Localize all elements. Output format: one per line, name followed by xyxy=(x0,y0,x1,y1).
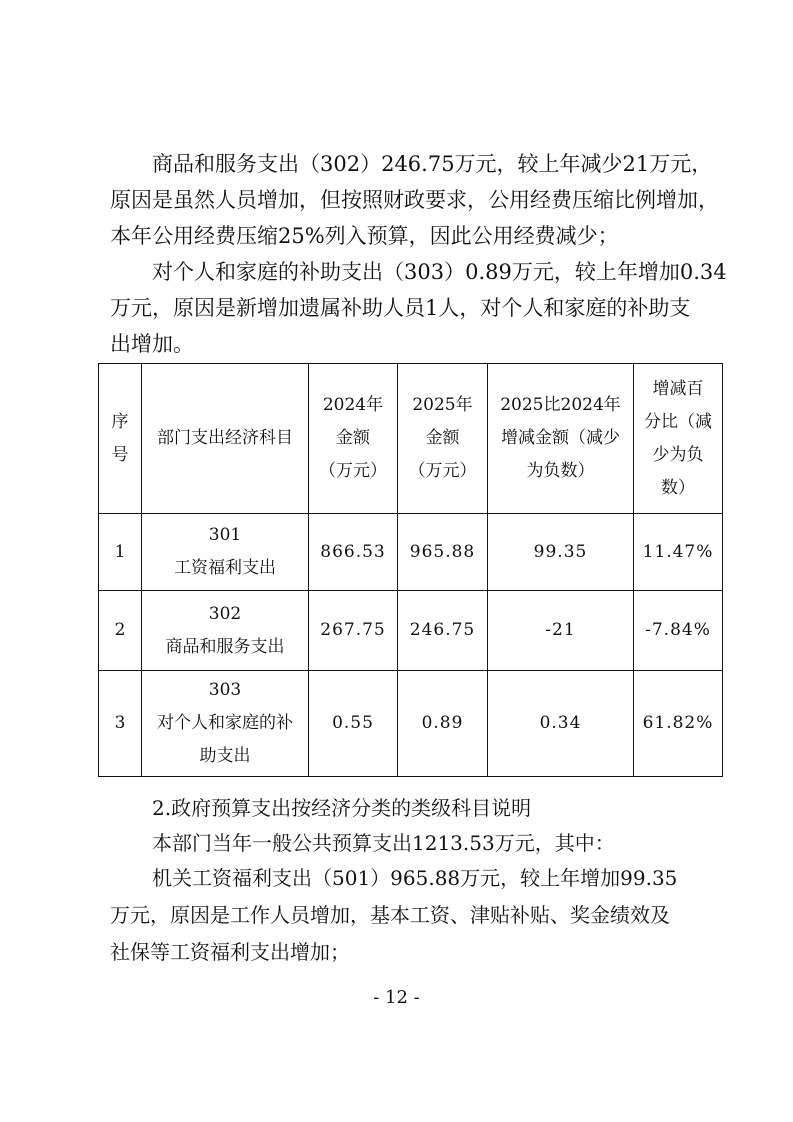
text-line: 对个人和家庭的补助支出（303）0.89万元，较上年增加0.34 xyxy=(152,260,727,284)
text-line: 万元，原因是新增加遗属补助人员1人，对个人和家庭的补助支 xyxy=(110,296,691,320)
cell-amount-2024: 0.55 xyxy=(309,671,398,777)
header-amount-2025: 2025年 金额 （万元） xyxy=(398,364,488,514)
text-line: 商品和服务支出（302）246.75万元，较上年减少21万元， xyxy=(152,152,713,176)
text-line: 本部门当年一般公共预算支出1213.53万元，其中： xyxy=(152,831,615,855)
table-row xyxy=(99,671,723,777)
paragraph-household-subsidy xyxy=(110,254,727,362)
text-line: 社保等工资福利支出增加； xyxy=(110,940,350,964)
cell-percent: 11.47% xyxy=(634,514,723,591)
text-line: 机关工资福利支出（501）965.88万元，较上年增加99.35 xyxy=(152,866,678,890)
cell-subject: 303 对个人和家庭的补 助支出 xyxy=(142,671,309,777)
cell-percent: 61.82% xyxy=(634,671,723,777)
text-line: 出增加。 xyxy=(110,332,194,356)
table-row xyxy=(99,591,723,671)
text-line: 原因是虽然人员增加，但按照财政要求，公用经费压缩比例增加， xyxy=(110,188,719,212)
paragraph-total-expenditure xyxy=(110,825,710,861)
table-header-row xyxy=(99,364,723,514)
header-change-amount: 2025比2024年 增减金额（减少 为负数） xyxy=(488,364,634,514)
cell-amount-2025: 246.75 xyxy=(398,591,488,671)
heading-text: 2.政府预算支出按经济分类的类级科目说明 xyxy=(152,796,532,820)
header-subject: 部门支出经济科目 xyxy=(142,364,309,514)
cell-percent: -7.84% xyxy=(634,591,723,671)
cell-no: 3 xyxy=(99,671,142,777)
header-no: 序 号 xyxy=(99,364,142,514)
paragraph-wages-welfare xyxy=(110,860,710,971)
cell-change: -21 xyxy=(488,591,634,671)
expenditure-table xyxy=(98,363,723,777)
cell-amount-2024: 866.53 xyxy=(309,514,398,591)
paragraph-goods-services xyxy=(110,146,719,254)
text-line: 本年公用经费压缩25%列入预算，因此公用经费减少； xyxy=(110,224,619,248)
table-row xyxy=(99,514,723,591)
cell-subject: 301 工资福利支出 xyxy=(142,514,309,591)
cell-subject: 302 商品和服务支出 xyxy=(142,591,309,671)
header-amount-2024: 2024年 金额 （万元） xyxy=(309,364,398,514)
cell-amount-2024: 267.75 xyxy=(309,591,398,671)
page-number: - 12 - xyxy=(373,987,420,1008)
cell-amount-2025: 0.89 xyxy=(398,671,488,777)
cell-change: 99.35 xyxy=(488,514,634,591)
text-line: 万元，原因是工作人员增加，基本工资、津贴补贴、奖金绩效及 xyxy=(110,903,670,927)
cell-amount-2025: 965.88 xyxy=(398,514,488,591)
cell-no: 1 xyxy=(99,514,142,591)
header-change-percent: 增减百 分比（减 少为负 数） xyxy=(634,364,723,514)
cell-no: 2 xyxy=(99,591,142,671)
section-heading xyxy=(110,790,710,826)
cell-change: 0.34 xyxy=(488,671,634,777)
